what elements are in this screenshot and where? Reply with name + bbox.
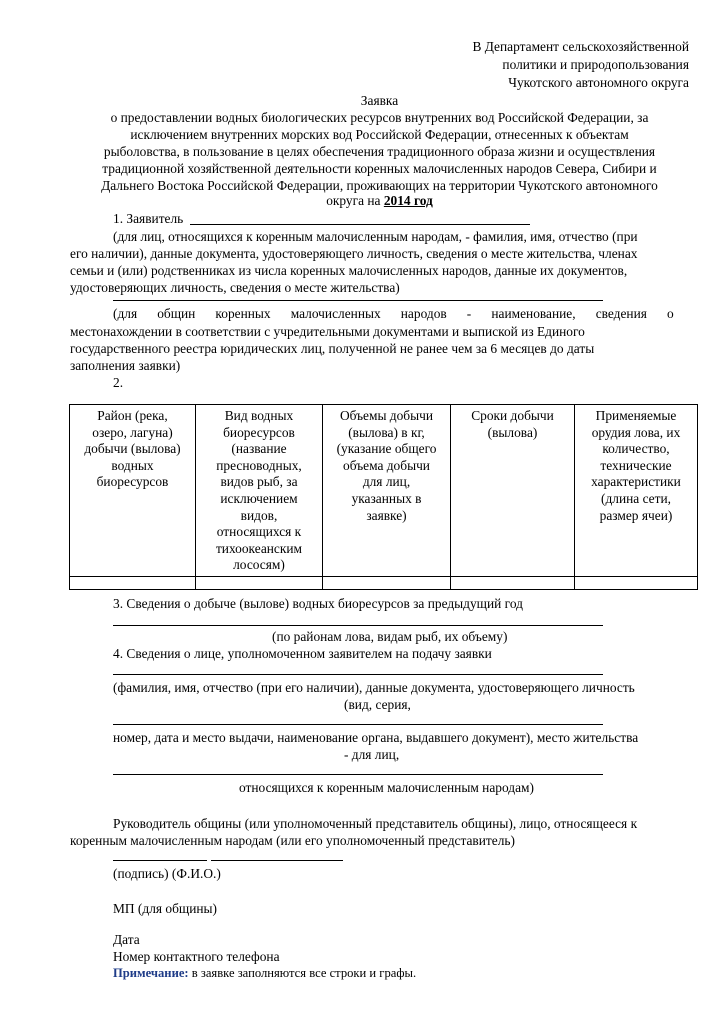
section-2-label: 2. xyxy=(113,375,124,390)
section-4-hint-1: (фамилия, имя, отчество (при его наличии), данные документа, удостоверяющего личность xyxy=(113,680,635,695)
previous-catch-field-line[interactable] xyxy=(113,625,603,626)
note xyxy=(113,965,416,982)
community-field-line[interactable] xyxy=(113,300,603,301)
section-1-hint-1: (для лиц, относящихся к коренным малочисленным народам, - фамилия, имя, отчество (при xyxy=(113,229,638,244)
section-4-hint-5: относящихся к коренным малочисленным народам) xyxy=(239,780,534,795)
table-header-cell: Применяемые орудия лова, их количество, технические характеристики (длина сети, размер ячеи) xyxy=(575,405,698,577)
addressee-line-3: Чукотского автономного округа xyxy=(508,75,689,90)
table-cell[interactable] xyxy=(70,576,196,589)
community-hint-1: (для общин коренных малочисленных народов - наименование, сведения о xyxy=(113,306,674,321)
name-line[interactable] xyxy=(211,860,343,861)
section-4-hint-2: (вид, серия, xyxy=(344,697,411,712)
note-text: в заявке заполняются все строки и графы. xyxy=(188,966,417,980)
section-1-hint-2: его наличии), данные документа, удостоверяющего личность, сведения о месте жительства, членах xyxy=(70,246,638,261)
subtitle-prefix: округа на xyxy=(326,193,384,208)
table-header-cell: Сроки добычи (вылова) xyxy=(451,405,575,577)
subtitle-year: 2014 год xyxy=(383,193,433,208)
phone-label: Номер контактного телефона xyxy=(113,949,280,964)
section-3-label: 3. Сведения о добыче (вылове) водных биоресурсов за предыдущий год xyxy=(113,596,523,611)
addressee-line-1: В Департамент сельскохозяйственной xyxy=(472,39,689,54)
document-title: Заявка xyxy=(360,93,399,108)
table-header-cell: Объемы добычи (вылова) в кг, (указание общего объема добычи для лиц, указанных в заявке) xyxy=(323,405,451,577)
section-4-hint-4: - для лиц, xyxy=(344,747,400,762)
table-header-cell: Район (река, озеро, лагуна) добычи (вылова) водных биоресурсов xyxy=(70,405,196,577)
representative-field-line-1[interactable] xyxy=(113,674,603,675)
signature-hint: (подпись) (Ф.И.О.) xyxy=(113,866,221,881)
table-cell[interactable] xyxy=(323,576,451,589)
subtitle-line-2: исключением внутренних морских вод Российской Федерации, отнесенных к объектам xyxy=(130,127,629,142)
addressee-line-2: политики и природопользования xyxy=(502,57,689,72)
subtitle-line-1: о предоставлении водных биологических ресурсов внутренних вод Российской Федерации, за xyxy=(110,110,649,125)
section-1-label: 1. Заявитель xyxy=(113,211,184,226)
community-hint-2: местонахождении в соответствии с учредительными документами и выпиской из Единого xyxy=(70,324,585,339)
section-3-hint: (по районам лова, видам рыб, их объему) xyxy=(272,629,508,644)
section-1-hint-4: удостоверяющих личность, сведения о месте жительства) xyxy=(70,280,400,295)
signature-text-2: коренным малочисленным народам (или его уполномоченный представитель) xyxy=(70,833,515,848)
signature-line[interactable] xyxy=(113,860,207,861)
stamp-label: МП (для общины) xyxy=(113,901,217,916)
signature-text-1: Руководитель общины (или уполномоченный представитель общины), лицо, относящееся к xyxy=(113,816,638,831)
subtitle-line-4: традиционной хозяйственной деятельности коренных малочисленных народов Севера, Сибири и xyxy=(102,161,657,176)
resources-table xyxy=(69,404,698,590)
community-hint-3: государственного реестра юридических лиц, полученной не ранее чем за 6 месяцев до даты xyxy=(70,341,595,356)
date-label: Дата xyxy=(113,932,140,947)
note-label: Примечание: xyxy=(113,966,189,980)
section-4-label: 4. Сведения о лице, уполномоченном заявителем на подачу заявки xyxy=(113,646,492,661)
applicant-field-line[interactable] xyxy=(190,224,530,225)
table-cell[interactable] xyxy=(451,576,575,589)
representative-field-line-3[interactable] xyxy=(113,774,603,775)
subtitle-line-6 xyxy=(70,192,689,209)
subtitle-line-3: рыболовства, в пользование в целях обеспечения традиционного образа жизни и осуществления xyxy=(103,144,656,159)
community-hint-4: заполнения заявки) xyxy=(70,358,181,373)
representative-field-line-2[interactable] xyxy=(113,724,603,725)
table-row xyxy=(70,576,698,589)
table-cell[interactable] xyxy=(575,576,698,589)
table-cell[interactable] xyxy=(196,576,323,589)
section-4-hint-3: номер, дата и место выдачи, наименование органа, выдавшего документ), место жительства xyxy=(113,730,639,745)
section-1-hint-3: семьи и (или) родственниках из числа коренных малочисленных народов, данные их документов, xyxy=(70,263,628,278)
table-header-cell: Вид водных биоресурсов (название пресноводных, видов рыб, за исключением видов, относящихся к тихоокеанским лососям) xyxy=(196,405,323,577)
table-header-row xyxy=(70,405,698,577)
subtitle-line-5: Дальнего Востока Российской Федерации, проживающих на территории Чукотского автономного xyxy=(101,178,658,193)
